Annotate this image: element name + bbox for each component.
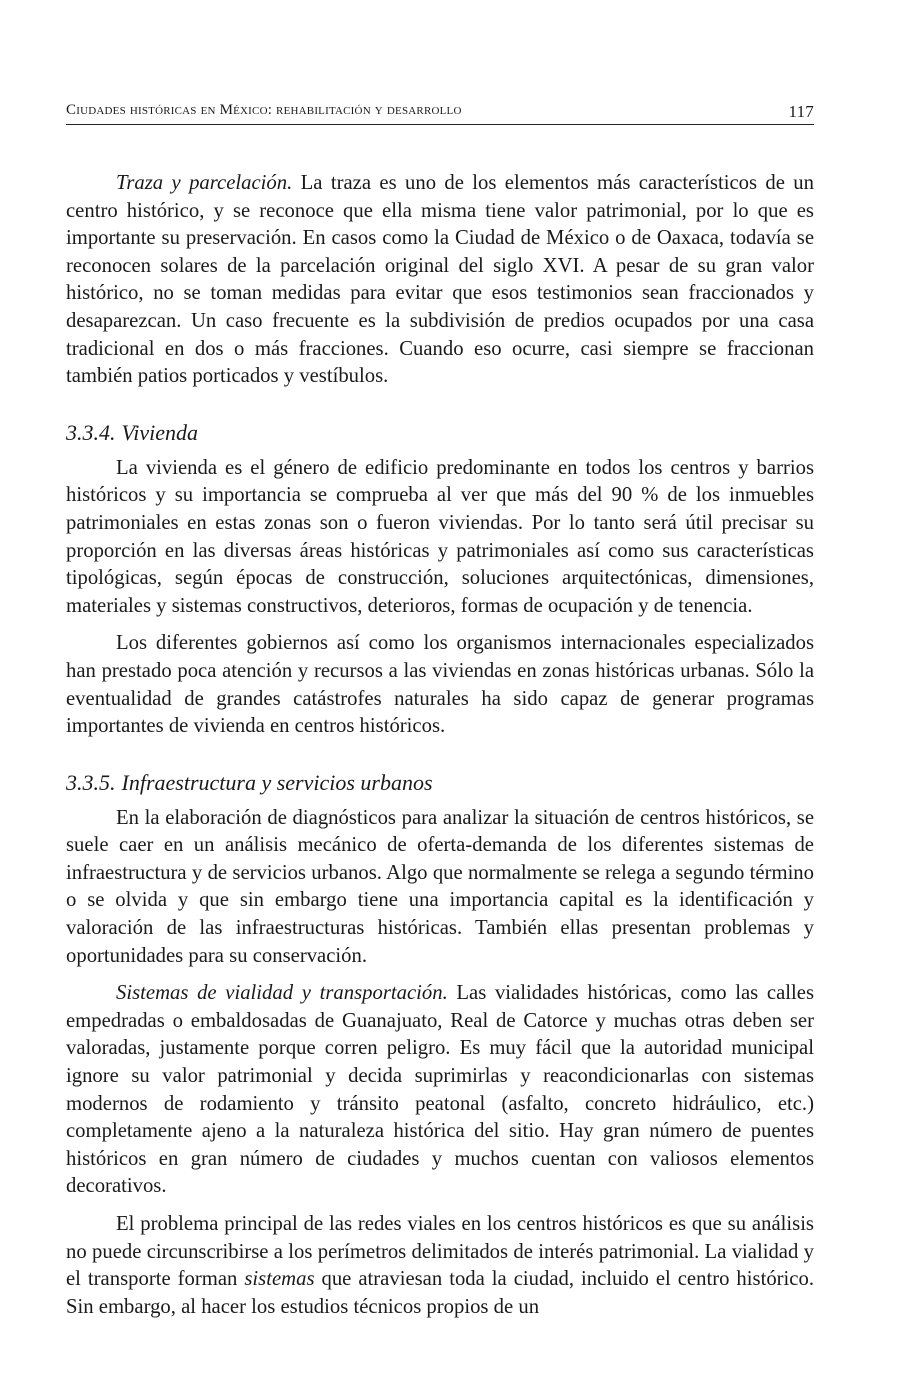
paragraph-text: que atraviesan toda la ciudad, incluido el centro histórico. Sin embargo, al hacer los estudios técnicos propios de un xyxy=(66,1268,814,1318)
section-number: 3.3.5. xyxy=(66,769,116,795)
section-heading-vivienda xyxy=(66,419,814,446)
section-heading-infraestructura xyxy=(66,769,814,796)
running-header xyxy=(66,102,814,125)
paragraph-sistemas xyxy=(66,980,814,1201)
paragraph-vivienda-1: La vivienda es el género de edificio predominante en todos los centros y barrios históricos y su importancia se comprueba al ver que más del 90 % de los inmuebles patrimoniales en estas zonas son o fueron viviendas. Por lo tanto será útil precisar su proporción en las diversas áreas históricas y patrimoniales así como sus características tipológicas, según épocas de construcción, soluciones arquitectónicas, dimensiones, materiales y sistemas constructivos, deterioros, formas de ocupación y de tenencia. xyxy=(66,456,814,617)
paragraph-vivienda-2: Los diferentes gobiernos así como los organismos internacionales especializados han prestado poca atención y recursos a las viviendas en zonas históricas urbanas. Sólo la eventualidad de grandes catástrofes naturales ha sido capaz de generar programas importantes de vivienda en centros históricos. xyxy=(66,632,814,738)
page-number: 117 xyxy=(788,102,814,121)
section-number: 3.3.4. xyxy=(66,419,116,445)
paragraph-text: La traza es uno de los elementos más característicos de un centro histórico, y se reconoce que ella misma tiene valor patrimonial, por lo que es importante su preservación. En casos como la Ciudad de México o de Oaxaca, todavía se reconocen solares de la parcelación original del siglo XVI. A pesar de su gran valor histórico, no se toman medidas para evitar que esos testimonios sean fraccionados y desaparezcan. Un caso frecuente es la subdivisión de predios ocupados por una casa tradicional en dos o más fracciones. Cuando eso ocurre, casi siempre se fraccionan también patios porticados y vestíbulos. xyxy=(66,172,814,388)
paragraph-lead: Sistemas de vialidad y transportación. xyxy=(116,982,448,1005)
page-body xyxy=(66,170,814,1321)
paragraph-problema xyxy=(66,1211,814,1321)
running-title: Ciudades históricas en México: rehabilitación y desarrollo xyxy=(66,102,462,118)
paragraph-lead: Traza y parcelación. xyxy=(116,172,293,194)
paragraph-traza xyxy=(66,170,814,391)
section-title: Infraestructura y servicios urbanos xyxy=(121,769,433,795)
paragraph-text: Las vialidades históricas, como las calles empedradas o embaldosadas de Guanajuato, Real de Catorce y muchas otras deben ser valoradas, justamente porque corren peligro. Es muy fácil que la autoridad municipal ignore su valor patrimonial y decida suprimirlas y reacondicionarlas con sistemas modernos de rodamiento y tránsito peatonal (asfalto, concreto hidráulico, etc.) completamente ajeno a la naturaleza histórica del sitio. Hay gran número de puentes históricos en gran número de ciudades y muchos cuentan con valiosos elementos decorativos. xyxy=(66,982,814,1198)
paragraph-text: El problema principal de las redes viales en los centros históricos es que su análisis no puede circunscribirse a los perímetros delimitados de interés patrimonial. La vialidad y el transporte forman xyxy=(66,1213,814,1291)
paragraph-infraestructura-1: En la elaboración de diagnósticos para analizar la situación de centros históricos, se suele caer en un análisis mecánico de oferta-demanda de los diferentes sistemas de infraestructura y de servicios urbanos. Algo que normalmente se relega a segundo término o se olvida y que sin embargo tiene una importancia capital es la identificación y valoración de las infraestructuras históricas. También ellas presentan problemas y oportunidades para su conservación. xyxy=(66,806,814,967)
paragraph-emphasis: sistemas xyxy=(244,1268,315,1291)
section-title: Vivienda xyxy=(121,419,199,445)
